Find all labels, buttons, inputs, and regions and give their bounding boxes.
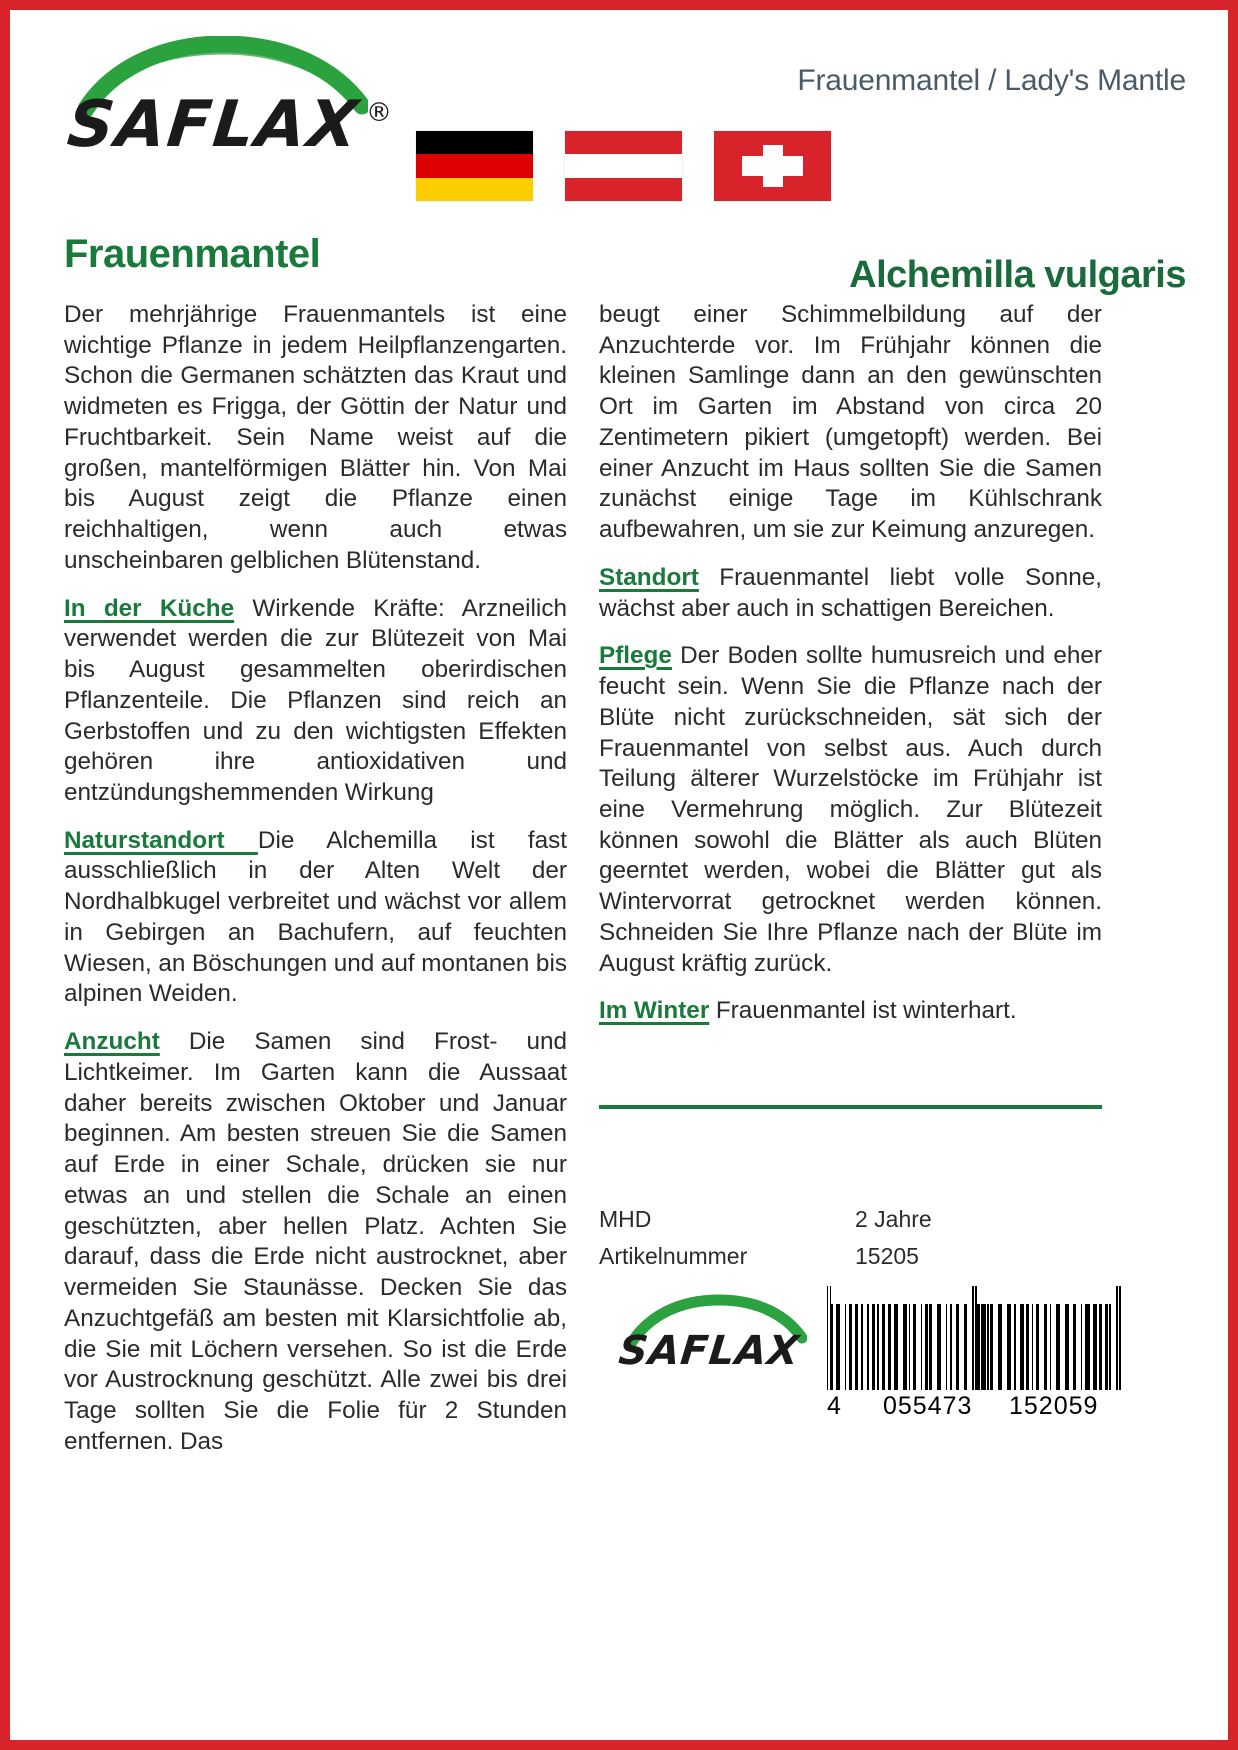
saflax-logo-small — [616, 1294, 819, 1404]
barcode-digits — [827, 1392, 1121, 1422]
paragraph-text: Frauenmantel liebt volle Sonne, wächst aber auch in schattigen Bereichen. — [599, 563, 1102, 622]
logo-wordmark: SAFLAX — [64, 88, 363, 162]
meta-label: Artikelnummer — [599, 1243, 748, 1270]
barcode-digit-right: 152059 — [1009, 1391, 1099, 1420]
barcode-digit-mid: 055473 — [883, 1391, 973, 1420]
flag-austria-icon — [565, 131, 682, 201]
paragraph — [64, 1027, 567, 1457]
section-heading: Anzucht — [64, 1028, 160, 1056]
header-plant-title: Frauenmantel / Lady's Mantle — [797, 64, 1186, 97]
meta-label: MHD — [599, 1206, 652, 1233]
flag-switzerland-icon — [714, 131, 831, 201]
barcode-digit-left: 4 — [827, 1391, 842, 1420]
barcode-image — [827, 1286, 1121, 1390]
paragraph — [64, 594, 567, 809]
content-columns — [48, 300, 1190, 1457]
right-column — [599, 300, 1102, 1457]
footer-brand-row — [599, 1290, 1102, 1440]
paragraph-text: Wirkende Kräfte: Arzneilich verwendet werden die zur Blütezeit von Mai bis August gesammelten oberirdischen Pflanzenteile. Die Pflanzen sind reich an Gerbstoffen und zu den wichtigsten Effekten gehören ihre antioxidativen und entzündungshemmenden Wirkung — [64, 594, 567, 807]
paragraph — [599, 563, 1102, 624]
barcode-block — [827, 1286, 1121, 1422]
paragraph — [599, 641, 1102, 979]
country-flags — [416, 131, 831, 201]
latin-name: Alchemilla vulgaris — [849, 254, 1186, 296]
page-header — [48, 28, 1190, 204]
paragraph-text: Der Boden sollte humusreich und eher feucht sein. Wenn Sie die Pflanze nach der Blüte nicht zurückschneiden, sät sich der Frauenmantel von selbst aus. Auch durch Teilung älterer Wurzelstöcke im Frühjahr ist eine Vermehrung möglich. Zur Blütezeit können sowohl die Blätter als auch Blüten geerntet werden, wobei die Blätter gut als Wintervorrat getrocknet werden können. Schneiden Sie Ihre Pflanze nach der Blüte im August kräftig zurück. — [599, 642, 1102, 977]
page-title: Frauenmantel — [64, 232, 321, 276]
section-heading: In der Küche — [64, 594, 235, 622]
paragraph-text: Die Samen sind Frost- und Lichtkeimer. Im Garten kann die Aussaat daher bereits zwischen Oktober und Januar beginnen. Am besten streuen Sie die Samen auf Erde in einer Schale, drücken sie nur etwas an und stellen die Schale an einen geschützten, aber hellen Platz. Achten Sie darauf, dass die Erde nicht austrocknet, aber vermeiden Sie Staunässe. Decken Sie das Anzuchtgefäß am besten mit Klarsichtfolie ab, die Sie mit Löchern versehen. So ist die Erde vor Austrocknung geschützt. Alle zwei bis drei Tage sollten Sie die Folie für 2 Stunden entfernen. Das — [64, 1028, 567, 1455]
title-row — [48, 204, 1190, 300]
meta-value: 15205 — [855, 1243, 919, 1270]
paragraph — [64, 826, 567, 1010]
paragraph-text: Der mehrjährige Frauenmantels ist eine wichtige Pflanze in jedem Heilpflanzengarten. Schon die Germanen schätzten das Kraut und widmeten es Frigga, der Göttin der Natur und Fruchtbarkeit. Sein Name weist auf die großen, mantelförmigen Blätter hin. Von Mai bis August zeigt die Pflanze einen reichhaltigen, wenn auch etwas unscheinbaren gelblichen Blütenstand. — [64, 301, 567, 574]
section-heading: Im Winter — [599, 997, 710, 1025]
section-heading: Standort — [599, 563, 699, 591]
paragraph — [64, 300, 567, 577]
product-meta — [599, 1201, 1102, 1276]
paragraph-text: beugt einer Schimmelbildung auf der Anzuchterde vor. Im Frühjahr können die kleinen Samlinge dann an den gewünschten Ort im Garten im Abstand von circa 20 Zentimetern pikiert (umgetopft) werden. Bei einer Anzucht im Haus sollten Sie die Samen zunächst einige Tage im Kühlschrank aufbewahren, um sie zur Keimung anzuregen. — [599, 301, 1102, 544]
meta-row-article-number — [599, 1238, 1102, 1275]
meta-value: 2 Jahre — [855, 1206, 932, 1233]
section-heading: Naturstandort — [64, 826, 258, 854]
flag-germany-icon — [416, 131, 533, 201]
section-heading: Pflege — [599, 642, 672, 670]
left-column — [64, 300, 567, 1457]
logo-wordmark: SAFLAX — [616, 1327, 802, 1374]
saflax-logo — [64, 36, 398, 186]
paragraph-text: Frauenmantel ist winterhart. — [709, 997, 1017, 1025]
meta-row-mhd — [599, 1201, 1102, 1238]
registered-trademark-icon: ® — [366, 98, 392, 128]
paragraph — [599, 300, 1102, 546]
paragraph-text: Die Alchemilla ist fast ausschließlich in der Alten Welt der Nordhalbkugel verbreitet und wächst vor allem in Gebirgen an Bachufern, auf feuchten Wiesen, an Böschungen und auf montanen bis alpinen Weiden. — [64, 826, 568, 1008]
section-divider — [599, 1105, 1102, 1109]
paragraph — [599, 996, 1102, 1027]
